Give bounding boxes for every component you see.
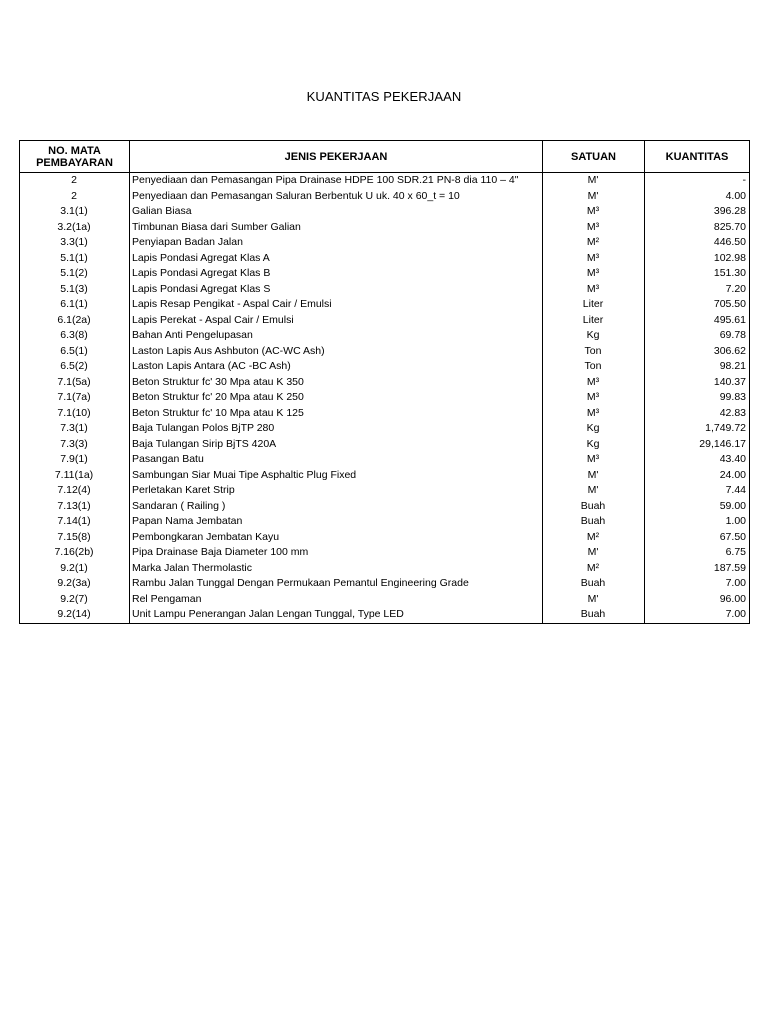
cell-quantity: 396.28 <box>645 204 750 220</box>
cell-payment-number: 6.1(2a) <box>20 313 130 329</box>
cell-work-type: Rambu Jalan Tunggal Dengan Permukaan Pemantul Engineering Grade <box>130 576 543 592</box>
cell-payment-number: 7.1(10) <box>20 406 130 422</box>
cell-quantity: 7.44 <box>645 483 750 499</box>
cell-payment-number: 5.1(2) <box>20 266 130 282</box>
cell-payment-number: 3.1(1) <box>20 204 130 220</box>
cell-work-type: Lapis Pondasi Agregat Klas S <box>130 282 543 298</box>
cell-unit: M' <box>543 483 645 499</box>
cell-unit: M³ <box>543 390 645 406</box>
cell-quantity: 29,146.17 <box>645 437 750 453</box>
cell-unit: M' <box>543 545 645 561</box>
cell-work-type: Marka Jalan Thermolastic <box>130 561 543 577</box>
cell-work-type: Rel Pengaman <box>130 592 543 608</box>
table-row <box>20 421 750 437</box>
cell-quantity: 7.20 <box>645 282 750 298</box>
cell-payment-number: 7.9(1) <box>20 452 130 468</box>
table-row <box>20 173 750 189</box>
cell-payment-number: 7.15(8) <box>20 530 130 546</box>
cell-unit: M³ <box>543 204 645 220</box>
cell-unit: M³ <box>543 251 645 267</box>
table-row <box>20 406 750 422</box>
cell-quantity: 102.98 <box>645 251 750 267</box>
table-row <box>20 344 750 360</box>
cell-quantity: 495.61 <box>645 313 750 329</box>
cell-work-type: Lapis Pondasi Agregat Klas A <box>130 251 543 267</box>
cell-quantity: 69.78 <box>645 328 750 344</box>
cell-payment-number: 7.16(2b) <box>20 545 130 561</box>
table-row <box>20 390 750 406</box>
header-payment-number-line2: PEMBAYARAN <box>36 156 113 169</box>
cell-unit: Liter <box>543 313 645 329</box>
cell-work-type: Perletakan Karet Strip <box>130 483 543 499</box>
cell-payment-number: 2 <box>20 189 130 205</box>
cell-work-type: Lapis Resap Pengikat - Aspal Cair / Emulsi <box>130 297 543 313</box>
table-row <box>20 375 750 391</box>
table-row <box>20 328 750 344</box>
cell-unit: M³ <box>543 282 645 298</box>
header-payment-number <box>20 141 130 173</box>
cell-work-type: Unit Lampu Penerangan Jalan Lengan Tunggal, Type LED <box>130 607 543 623</box>
table-row <box>20 204 750 220</box>
cell-payment-number: 3.3(1) <box>20 235 130 251</box>
cell-payment-number: 2 <box>20 173 130 189</box>
cell-quantity: 24.00 <box>645 468 750 484</box>
cell-unit: Buah <box>543 514 645 530</box>
cell-payment-number: 7.1(5a) <box>20 375 130 391</box>
table-row <box>20 452 750 468</box>
cell-unit: M³ <box>543 375 645 391</box>
table-row <box>20 607 750 623</box>
quantity-table <box>19 140 750 624</box>
cell-work-type: Bahan Anti Pengelupasan <box>130 328 543 344</box>
cell-payment-number: 7.3(1) <box>20 421 130 437</box>
cell-payment-number: 9.2(1) <box>20 561 130 577</box>
cell-unit: M³ <box>543 452 645 468</box>
cell-unit: Buah <box>543 499 645 515</box>
cell-payment-number: 3.2(1a) <box>20 220 130 236</box>
cell-payment-number: 6.5(1) <box>20 344 130 360</box>
table-row <box>20 576 750 592</box>
cell-quantity: 7.00 <box>645 607 750 623</box>
page-title: KUANTITAS PEKERJAAN <box>306 89 462 104</box>
cell-payment-number: 7.13(1) <box>20 499 130 515</box>
cell-quantity: 99.83 <box>645 390 750 406</box>
cell-payment-number: 7.1(7a) <box>20 390 130 406</box>
table-row <box>20 468 750 484</box>
cell-quantity: 4.00 <box>645 189 750 205</box>
cell-work-type: Beton Struktur fc' 10 Mpa atau K 125 <box>130 406 543 422</box>
cell-unit: Liter <box>543 297 645 313</box>
cell-payment-number: 7.3(3) <box>20 437 130 453</box>
table-row <box>20 530 750 546</box>
cell-unit: Kg <box>543 421 645 437</box>
cell-quantity: 67.50 <box>645 530 750 546</box>
cell-work-type: Pipa Drainase Baja Diameter 100 mm <box>130 545 543 561</box>
cell-work-type: Beton Struktur fc' 30 Mpa atau K 350 <box>130 375 543 391</box>
cell-quantity: 446.50 <box>645 235 750 251</box>
table-row <box>20 297 750 313</box>
cell-work-type: Baja Tulangan Sirip BjTS 420A <box>130 437 543 453</box>
cell-unit: Ton <box>543 359 645 375</box>
cell-unit: Buah <box>543 576 645 592</box>
cell-work-type: Sambungan Siar Muai Tipe Asphaltic Plug Fixed <box>130 468 543 484</box>
table-row <box>20 313 750 329</box>
cell-unit: M³ <box>543 406 645 422</box>
cell-payment-number: 9.2(7) <box>20 592 130 608</box>
table-row <box>20 220 750 236</box>
cell-unit: M³ <box>543 266 645 282</box>
cell-payment-number: 6.3(8) <box>20 328 130 344</box>
table-row <box>20 499 750 515</box>
cell-work-type: Penyediaan dan Pemasangan Saluran Berbentuk U uk. 40 x 60_t = 10 <box>130 189 543 205</box>
cell-quantity: 7.00 <box>645 576 750 592</box>
cell-unit: Ton <box>543 344 645 360</box>
cell-work-type: Lapis Pondasi Agregat Klas B <box>130 266 543 282</box>
table-row <box>20 282 750 298</box>
cell-unit: M² <box>543 530 645 546</box>
cell-unit: M² <box>543 235 645 251</box>
table-body <box>20 173 750 624</box>
cell-work-type: Sandaran ( Railing ) <box>130 499 543 515</box>
table-row <box>20 266 750 282</box>
cell-unit: Kg <box>543 328 645 344</box>
cell-quantity: 151.30 <box>645 266 750 282</box>
cell-quantity: 96.00 <box>645 592 750 608</box>
cell-quantity: 1,749.72 <box>645 421 750 437</box>
cell-quantity: 59.00 <box>645 499 750 515</box>
cell-unit: M³ <box>543 220 645 236</box>
cell-payment-number: 7.14(1) <box>20 514 130 530</box>
table-row <box>20 235 750 251</box>
cell-unit: M' <box>543 592 645 608</box>
table-header-row <box>20 141 750 173</box>
table-row <box>20 483 750 499</box>
cell-work-type: Laston Lapis Aus Ashbuton (AC-WC Ash) <box>130 344 543 360</box>
cell-work-type: Penyiapan Badan Jalan <box>130 235 543 251</box>
header-payment-number-line1: NO. MATA <box>48 144 101 157</box>
cell-unit: M' <box>543 189 645 205</box>
header-quantity: KUANTITAS <box>645 141 750 173</box>
cell-quantity: 98.21 <box>645 359 750 375</box>
cell-work-type: Galian Biasa <box>130 204 543 220</box>
cell-work-type: Laston Lapis Antara (AC -BC Ash) <box>130 359 543 375</box>
cell-unit: Kg <box>543 437 645 453</box>
table-row <box>20 545 750 561</box>
table-row <box>20 437 750 453</box>
cell-quantity: 6.75 <box>645 545 750 561</box>
cell-quantity: - <box>645 173 750 189</box>
cell-payment-number: 5.1(1) <box>20 251 130 267</box>
cell-quantity: 42.83 <box>645 406 750 422</box>
cell-quantity: 825.70 <box>645 220 750 236</box>
table-row <box>20 514 750 530</box>
cell-quantity: 43.40 <box>645 452 750 468</box>
cell-unit: M' <box>543 173 645 189</box>
cell-payment-number: 9.2(3a) <box>20 576 130 592</box>
cell-payment-number: 7.11(1a) <box>20 468 130 484</box>
table-row <box>20 189 750 205</box>
table-row <box>20 561 750 577</box>
cell-work-type: Pembongkaran Jembatan Kayu <box>130 530 543 546</box>
cell-quantity: 187.59 <box>645 561 750 577</box>
cell-payment-number: 6.5(2) <box>20 359 130 375</box>
table-row <box>20 359 750 375</box>
cell-payment-number: 7.12(4) <box>20 483 130 499</box>
cell-unit: Buah <box>543 607 645 623</box>
header-work-type: JENIS PEKERJAAN <box>130 141 543 173</box>
cell-work-type: Penyediaan dan Pemasangan Pipa Drainase HDPE 100 SDR.21 PN-8 dia 110 – 4" <box>130 173 543 189</box>
cell-payment-number: 5.1(3) <box>20 282 130 298</box>
cell-work-type: Baja Tulangan Polos BjTP 280 <box>130 421 543 437</box>
cell-quantity: 140.37 <box>645 375 750 391</box>
cell-payment-number: 9.2(14) <box>20 607 130 623</box>
header-unit: SATUAN <box>543 141 645 173</box>
cell-payment-number: 6.1(1) <box>20 297 130 313</box>
cell-work-type: Papan Nama Jembatan <box>130 514 543 530</box>
cell-unit: M² <box>543 561 645 577</box>
table-row <box>20 251 750 267</box>
cell-work-type: Timbunan Biasa dari Sumber Galian <box>130 220 543 236</box>
cell-quantity: 705.50 <box>645 297 750 313</box>
cell-quantity: 1.00 <box>645 514 750 530</box>
cell-quantity: 306.62 <box>645 344 750 360</box>
cell-work-type: Beton Struktur fc' 20 Mpa atau K 250 <box>130 390 543 406</box>
cell-work-type: Pasangan Batu <box>130 452 543 468</box>
table-row <box>20 592 750 608</box>
cell-unit: M' <box>543 468 645 484</box>
cell-work-type: Lapis Perekat - Aspal Cair / Emulsi <box>130 313 543 329</box>
